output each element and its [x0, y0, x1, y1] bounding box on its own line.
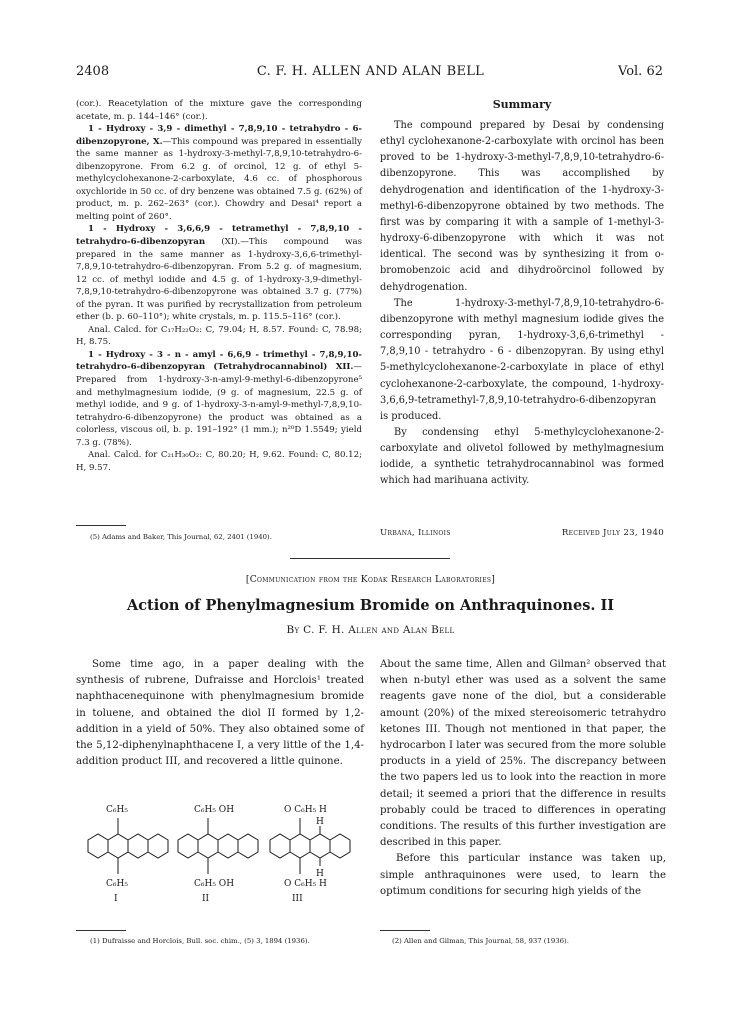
left-para-3-text: (XI).—This compound was prepared in the same manner as 1-hydroxy-3,6,6-trimethyl-7,8,9,10-tetrahydro-6-dibenzopyran. From 5.2 g. of magnesium, 12 cc. of methyl iodide and 4.5 g. of 1-hydroxy-3,9-dimethyl-7,8,9,10-tetrahydro-6-dibenzopyrone was obtained 3.7 g. (77%) of the pyran. It was purified by recrystallization from petroleum ether (b. p. 60–110°); white crystals, m. p. 115.5–116° (cor.).	[76, 237, 362, 323]
structure-i-rings	[88, 818, 168, 874]
left-para-6: Anal. Calcd. for C₂₁H₃₀O₂: C, 80.20; H, 9.62. Found: C, 80.12; H, 9.57.	[76, 450, 362, 473]
footnote-1: (1) Dufraisse and Horclois, Bull. soc. chim., (5) 3, 1894 (1936).	[90, 937, 310, 945]
structure-i-top-label: C₆H₅	[106, 805, 128, 815]
article-right-para-1: About the same time, Allen and Gilman² observed that when n-butyl ether was used as a solvent the same reagents gave none of the diol, but a considerable amount (20%) of the mixed stereoisomeric tetrahydro ketones III. Though not mentioned in that paper, the hydrocarbon I later was secured from the more soluble products in a yield of 25%. The discrepancy between the two papers led us to look into the reaction in more detail; it seemed a priori that the difference in results probably could be traced to differences in operating conditions. The results of this further investigation are described in this paper.	[380, 659, 666, 849]
page-number: 2408	[76, 64, 110, 79]
left-para-1: (cor.). Reacetylation of the mixture gave the corresponding acetate, m. p. 144–146° (cor.).	[76, 99, 362, 122]
footnote-rule-left	[76, 930, 126, 931]
left-column	[76, 98, 362, 474]
chemical-structures	[76, 788, 366, 908]
footnote-rule-top	[76, 525, 126, 526]
summary-para-2: The 1-hydroxy-3-methyl-7,8,9,10-tetrahydro-6-dibenzopyrone with methyl magnesium iodide gives the corresponding pyran, 1-hydroxy-3,6,6-trimethyl - 7,8,9,10 - tetrahydro - 6 - dibenzopyran. By using ethyl 5-methylcyclohexanone-2-carboxylate in place of ethyl cyclohexanone-2-carboxylate, the compound, 1-hydroxy-3,6,6,9-tetramethyl-7,8,9,10-tetrahydro-6-dibenzopyran is produced.	[380, 297, 664, 422]
article-left-column	[76, 657, 364, 770]
summary-para-1: The compound prepared by Desai by condensing ethyl cyclohexanone-2-carboxylate with orcinol has been proved to be 1-hydroxy-3-methyl-7,8,9,10-tetrahydro-6-dibenzopyrone. This was accomplished by dehydrogenation and identification of the 1-hydroxy-3-methyl-6-dibenzopyrone obtained by two methods. The first was by comparing it with a sample of 1-methyl-3-hydroxy-6-dibenzopyrone with which it was not identical. The second was by synthesizing it from o-bromobenzoic acid and dihydroörcinol followed by dehydrogenation.	[380, 120, 664, 293]
structure-i-bottom-label: C₆H₅	[106, 879, 128, 889]
summary-body	[380, 118, 664, 490]
article-right-column	[380, 657, 666, 900]
structure-iii-rings	[270, 818, 350, 874]
volume-label: Vol. 62	[618, 64, 663, 79]
left-para-2-text: —This compound was prepared in essentially the same manner as 1-hydroxy-3-methyl-7,8,9,10-tetrahydro-6-dibenzopyrone. From 6.2 g. of orcinol, 12 g. of ethyl 5-methylcyclohexanone-2-carboxylate, 4.6 cc. of phosphorous oxychloride in 50 cc. of dry benzene was obtained 7.5 g. (62%) of product, m. p. 262–263° (cor.). Chowdry and Desai⁴ report a melting point of 260°.	[76, 136, 363, 222]
summary-received: Received July 23, 1940	[561, 528, 664, 538]
structure-ii-bottom-label: C₆H₅ OH	[194, 879, 235, 889]
structure-iii-h-lower: H	[316, 869, 324, 879]
left-para-3-heading: 1 - Hydroxy - 3,6,6,9 - tetramethyl - 7,8,9,10 - tetrahydro-6-dibenzopyran	[76, 224, 362, 248]
left-para-5-text: —Prepared from 1-hydroxy-3-n-amyl-9-methyl-6-dibenzopyrone⁵ and methylmagnesium iodide, (9 g. of magnesium, 22.5 g. of methyl iodide, and 9 g. of 1-hydroxy-3-n-amyl-9-methyl-7,8,9,10-tetrahydro-6-dibenzopyrone) the product was obtained as a colorless, viscous oil, b. p. 191–192° (1 mm.); n²⁰D 1.5549; yield 7.3 g. (78%).	[76, 362, 362, 448]
running-title: C. F. H. ALLEN AND ALAN BELL	[256, 64, 485, 79]
left-para-5-heading: 1 - Hydroxy - 3 - n - amyl - 6,6,9 - trimethyl - 7,8,9,10-tetrahydro-6-dibenzopyran (Tetrahydrocannabinol) XII.	[76, 349, 362, 373]
article-right-para-2: Before this particular instance was taken up, simple anthraquinones were used, to learn the optimum conditions for securing high yields of the	[380, 853, 666, 897]
structure-ii-top-label: C₆H₅ OH	[194, 805, 235, 815]
left-para-4: Anal. Calcd. for C₁₇H₂₂O₂: C, 79.04; H, 8.57. Found: C, 78.98; H, 8.75.	[76, 324, 362, 348]
summary-place: Urbana, Illinois	[380, 528, 451, 538]
summary-para-3: By condensing ethyl 5-methylcyclohexanone-2-carboxylate and olivetol followed by methylmagnesium iodide, a synthetic tetrahydrocannabinol was formed which had marihuana activity.	[380, 426, 664, 487]
footnote-rule-right	[380, 930, 430, 931]
article-left-para-1: Some time ago, in a paper dealing with the synthesis of rubrene, Dufraisse and Horclois¹ treated naphthacenequinone with phenylmagnesium bromide in toluene, and obtained the diol II formed by 1,2-addition in a yield of 50%. They also obtained some of the 5,12-diphenylnaphthacene I, a very little of the 1,4-addition product III, and recovered a little quinone.	[76, 659, 364, 768]
footnote-5: (5) Adams and Baker, This Journal, 62, 2401 (1940).	[90, 533, 272, 541]
summary-title: Summary	[492, 98, 552, 111]
structure-ii-rings	[178, 818, 258, 874]
left-para-2	[76, 123, 362, 223]
structure-iii-h-upper: H	[316, 817, 324, 827]
structure-iii-bottom-label: O C₆H₅ H	[284, 879, 327, 889]
structure-ii-number: II	[202, 894, 210, 904]
left-para-2-heading: 1 - Hydroxy - 3,9 - dimethyl - 7,8,9,10 - tetrahydro - 6-dibenzopyrone, X.	[76, 124, 362, 147]
footnote-2: (2) Allen and Gilman, This Journal, 58, 937 (1936).	[392, 937, 569, 945]
structure-i-number: I	[114, 894, 118, 904]
structure-iii-top-label: O C₆H₅ H	[284, 805, 327, 815]
section-divider	[290, 558, 450, 559]
left-para-3	[76, 223, 362, 323]
article-byline: By C. F. H. Allen and Alan Bell	[286, 624, 455, 636]
structure-iii-number: III	[292, 894, 303, 904]
article-title: Action of Phenylmagnesium Bromide on Anthraquinones. II	[126, 597, 615, 614]
communication-line: [Communication from the Kodak Research Laboratories]	[245, 574, 496, 585]
left-para-5	[76, 349, 362, 449]
